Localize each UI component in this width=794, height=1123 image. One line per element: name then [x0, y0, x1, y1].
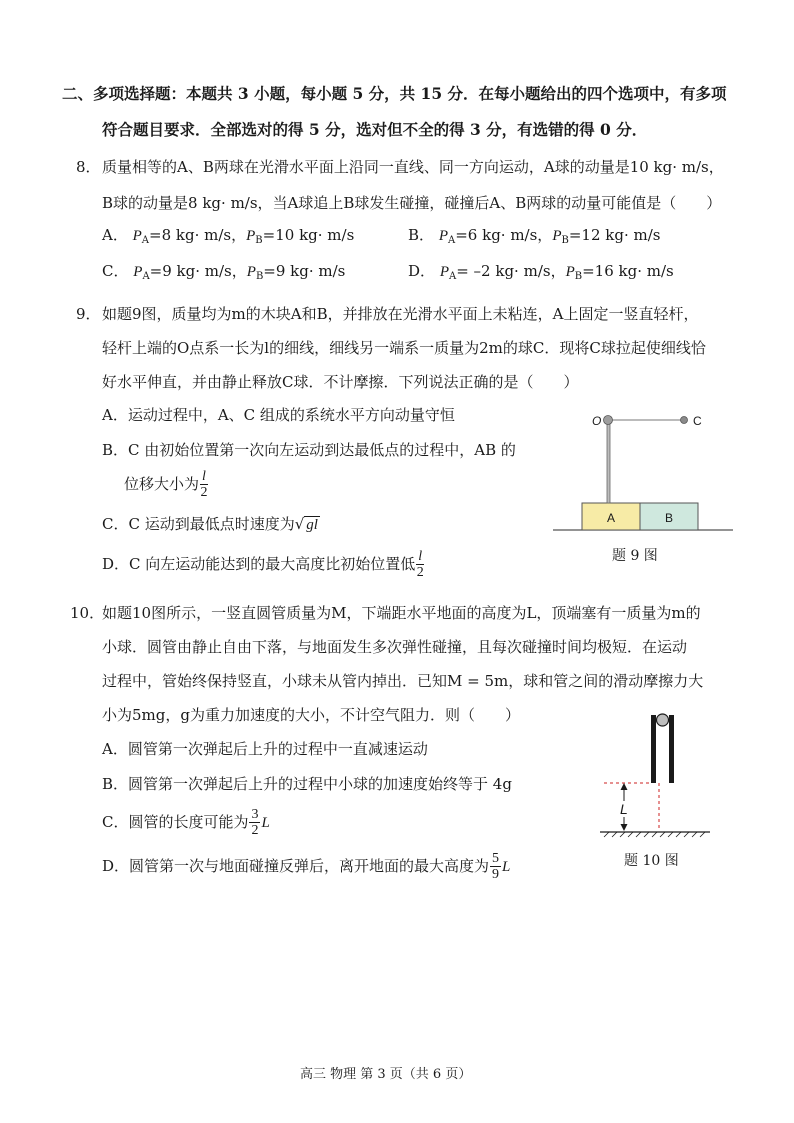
q8-stem-line1: 质量相等的A、B两球在光滑水平面上沿同一直线、同一方向运动，A球的动量是10 kg· m/s，: [102, 158, 724, 176]
option-label: C．: [102, 262, 129, 280]
figure-10: [590, 705, 720, 845]
p-symbol: P: [565, 264, 575, 280]
tube-inner: [656, 721, 669, 783]
option-c-text: C．C 运动到最低点时速度为: [102, 515, 295, 533]
subscript-b: B: [255, 271, 264, 282]
frac-numerator: l: [418, 549, 423, 564]
q8-option-b: [408, 224, 660, 246]
block-b-label: B: [664, 511, 674, 525]
p-symbol: P: [246, 264, 256, 280]
frac-denominator: 2: [200, 485, 208, 500]
q10-option-a: A．圆管第一次弹起后上升的过程中一直减速运动: [102, 740, 428, 758]
ball-c: [681, 417, 688, 424]
tube-left-wall: [651, 715, 656, 783]
subscript-a: A: [142, 271, 150, 282]
subscript-a: A: [447, 235, 456, 246]
pa-value: =8 kg· m/s，: [149, 226, 247, 244]
arrow-up-icon: [621, 783, 628, 790]
figure-9: [548, 400, 738, 560]
label-c: C: [693, 414, 702, 428]
arrow-down-icon: [621, 824, 628, 831]
pivot-o: [604, 416, 613, 425]
pa-value: =9 kg· m/s，: [149, 262, 247, 280]
frac-numerator: 3: [251, 807, 259, 822]
fraction-l-over-2: [416, 550, 424, 580]
page-footer: 高三 物理 第 3 页（共 6 页）: [300, 1067, 472, 1082]
subscript-a: A: [141, 235, 150, 246]
p-symbol: P: [133, 264, 143, 280]
label-o: O: [592, 414, 602, 428]
option-c-text: C．圆管的长度可能为: [102, 813, 249, 831]
sqrt-sign: √: [294, 515, 305, 533]
q9-number: 9．: [76, 305, 101, 323]
pb-value: =10 kg· m/s: [262, 226, 355, 244]
q9-stem-line2: 轻杆上端的O点系一长为l的细线，细线另一端系一质量为2m的球C．现将C球拉起使细线恰: [102, 339, 706, 357]
var-l: L: [261, 815, 270, 831]
q10-stem-line1: 如题10图所示，一竖直圆管质量为M，下端距水平地面的高度为L，顶端塞有一质量为m的: [102, 604, 701, 622]
p-symbol: P: [132, 228, 142, 244]
q9-option-b-line1: B．C 由初始位置第一次向左运动到达最低点的过程中，AB 的: [102, 441, 516, 459]
frac-numerator: l: [202, 469, 206, 484]
ground-hatch: [604, 832, 705, 837]
option-d-text: D．圆管第一次与地面碰撞反弹后，离开地面的最大高度为: [102, 857, 490, 875]
frac-denominator: 9: [492, 867, 500, 882]
fraction-3-over-2: [249, 808, 260, 838]
q10-stem-line3: 过程中，管始终保持竖直，小球未从管内掉出．已知M = 5m，球和管之间的滑动摩擦力大: [102, 672, 704, 690]
subscript-b: B: [255, 235, 263, 246]
block-a-label: A: [606, 511, 616, 525]
figure-10-caption: 题 10 图: [624, 853, 679, 869]
q9-stem-line1: 如题9图，质量均为m的木块A和B，并排放在光滑水平面上未粘连，A上固定一竖直轻杆，: [102, 305, 699, 323]
q9-stem-line3: 好水平伸直，并由静止释放C球．不计摩擦．下列说法正确的是（ ）: [102, 373, 579, 391]
q9-option-d: [102, 550, 425, 580]
figure-9-caption: 题 9 图: [612, 548, 658, 564]
q9-option-a: A．运动过程中，A、C 组成的系统水平方向动量守恒: [102, 406, 455, 424]
option-label: D．: [408, 262, 436, 280]
pb-value: =9 kg· m/s: [263, 262, 346, 280]
frac-denominator: 2: [416, 565, 424, 580]
q10-stem-line2: 小球．圆管由静止自由下落，与地面发生多次弹性碰撞，且每次碰撞时间均极短．在运动: [102, 638, 688, 656]
sqrt-radicand: gl: [306, 517, 318, 533]
frac-denominator: 2: [251, 823, 259, 838]
q10-option-c: [102, 808, 270, 838]
option-label: A．: [102, 226, 128, 244]
subscript-b: B: [574, 271, 583, 282]
q8-option-c: [102, 260, 345, 282]
q9-option-c: [102, 513, 320, 534]
option-b-text: 位移大小为: [124, 475, 200, 493]
option-d-text: D．C 向左运动能达到的最大高度比初始位置低: [102, 555, 416, 573]
q8-option-a: [102, 224, 354, 246]
subscript-a: A: [448, 271, 457, 282]
var-l: L: [502, 859, 511, 875]
frac-numerator: 5: [492, 851, 500, 866]
q8-option-d: [408, 260, 674, 282]
q10-stem-line4: 小为5mg，g为重力加速度的大小，不计空气阻力．则（ ）: [102, 706, 520, 724]
subscript-b: B: [561, 235, 569, 246]
pa-value: =6 kg· m/s，: [455, 226, 553, 244]
tube-right-wall: [669, 715, 674, 783]
q10-number: 10．: [70, 604, 105, 622]
option-label: B．: [408, 226, 435, 244]
p-symbol: P: [438, 228, 448, 244]
pb-value: =12 kg· m/s: [568, 226, 661, 244]
q10-option-d: [102, 852, 510, 882]
section-title-line2: 符合题目要求．全部选对的得 5 分，选对但不全的得 3 分，有选错的得 0 分．: [102, 120, 648, 139]
pb-value: =16 kg· m/s: [582, 262, 674, 280]
q9-option-b-line2: [124, 470, 209, 500]
ball: [657, 714, 669, 726]
pa-value: = –2 kg· m/s，: [456, 262, 566, 280]
light-rod: [607, 420, 610, 503]
q10-option-b: B．圆管第一次弹起后上升的过程中小球的加速度始终等于 4g: [102, 775, 512, 793]
p-symbol: P: [552, 228, 562, 244]
fraction-5-over-9: [490, 852, 501, 882]
q8-stem-line2: B球的动量是8 kg· m/s，当A球追上B球发生碰撞，碰撞后A、B两球的动量可能值是（ ）: [102, 194, 722, 212]
p-symbol: P: [246, 228, 256, 244]
label-l: L: [620, 801, 628, 817]
p-symbol: P: [439, 264, 449, 280]
section-title-line1: 二、多项选择题：本题共 3 小题，每小题 5 分，共 15 分．在每小题给出的四个选项中，有多项: [62, 84, 727, 103]
q8-number: 8．: [76, 158, 101, 176]
fraction-l-over-2: [200, 470, 208, 500]
